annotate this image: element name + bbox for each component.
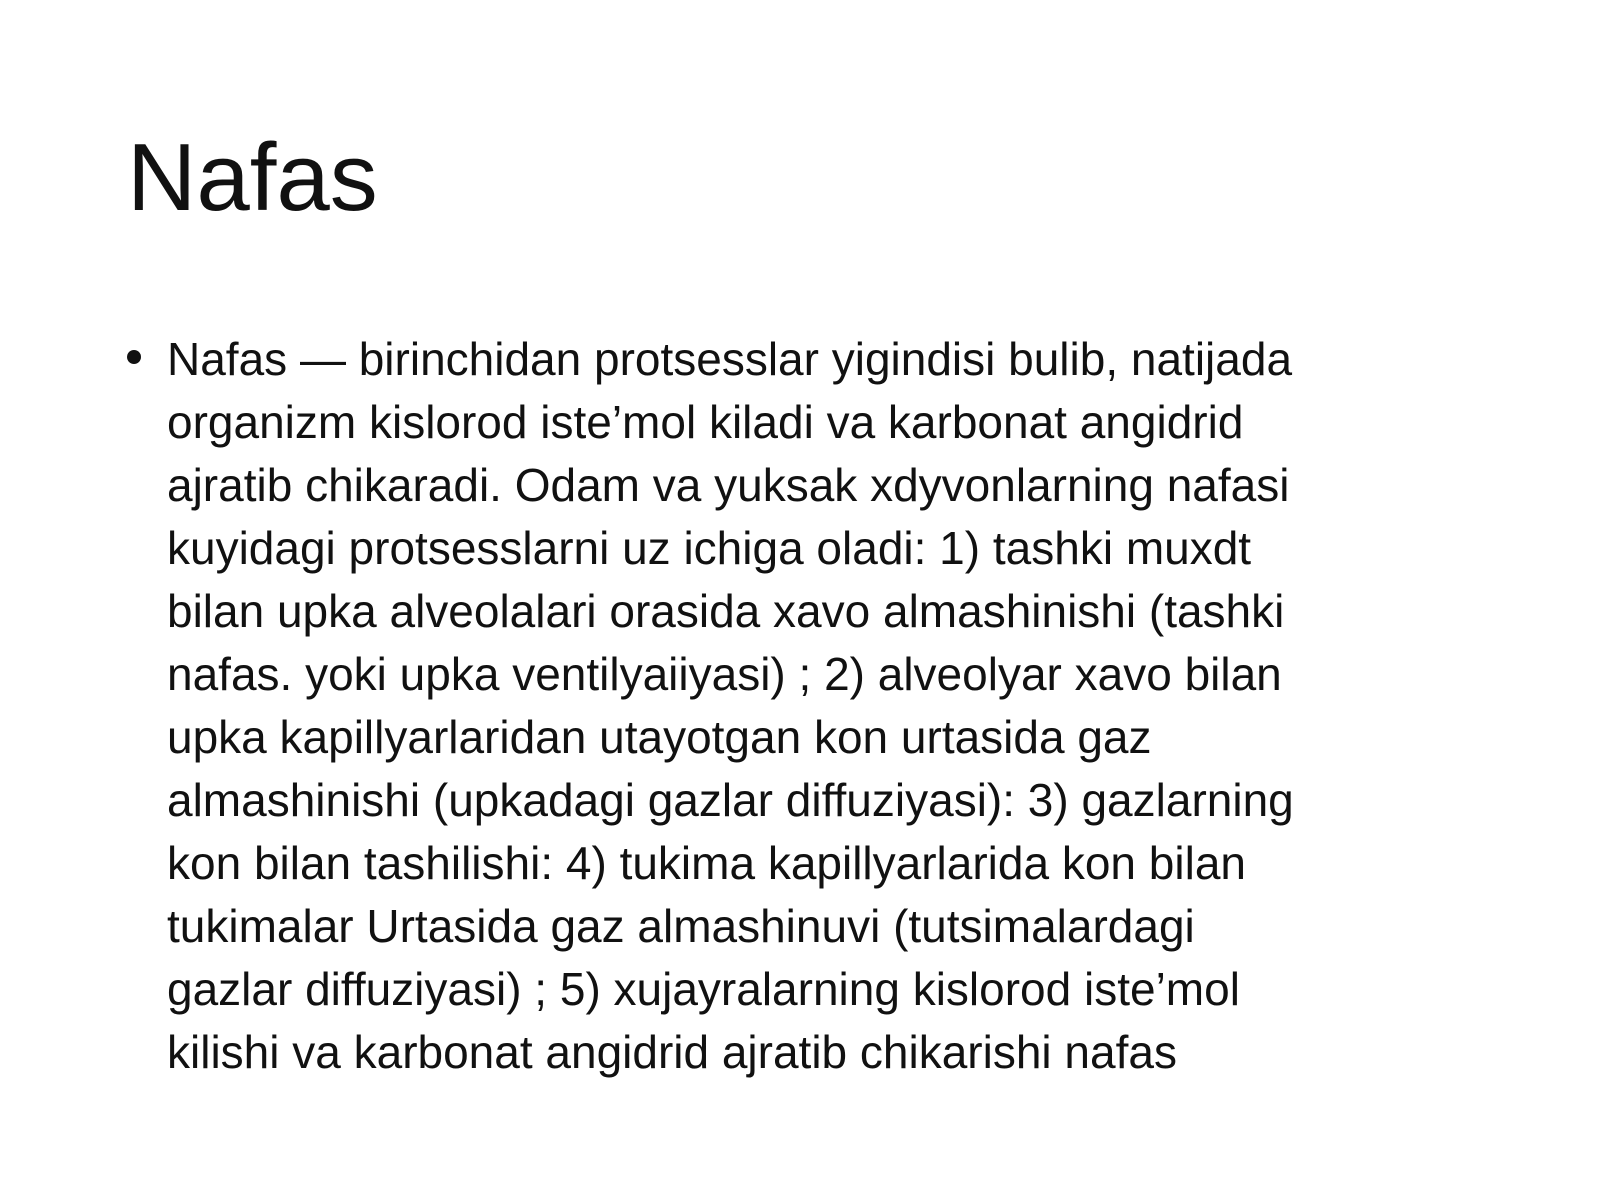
bullet-line: kon bilan tashilishi: 4) tukima kapillyarlarida kon bilan [167, 837, 1246, 889]
bullet-line: tukimalar Urtasida gaz almashinuvi (tutsimalardagi [167, 900, 1195, 952]
bullet-line: organizm kislorod iste’mol kiladi va karbonat angidrid [167, 396, 1244, 448]
bullet-item [127, 328, 1507, 1084]
bullet-line: kuyidagi protsesslarni uz ichiga oladi: 1) tashki muxdt [167, 522, 1252, 574]
bullet-text [167, 328, 1507, 1084]
slide-title: Nafas [127, 124, 378, 231]
bullet-list [127, 328, 1507, 1084]
bullet-line: bilan upka alveolalari orasida xavo almashinishi (tashki [167, 585, 1285, 637]
bullet-line: almashinishi (upkadagi gazlar diffuziyasi): 3) gazlarning [167, 774, 1294, 826]
bullet-line: ajratib chikaradi. Odam va yuksak xdyvonlarning nafasi [167, 459, 1290, 511]
bullet-dot-icon [127, 350, 141, 364]
bullet-line: kilishi va karbonat angidrid ajratib chikarishi nafas [167, 1026, 1177, 1078]
bullet-line: gazlar diffuziyasi) ; 5) xujayralarning kislorod iste’mol [167, 963, 1240, 1015]
bullet-line: Nafas — birinchidan protsesslar yigindisi bulib, natijada [167, 333, 1293, 385]
bullet-line: upka kapillyarlaridan utayotgan kon urtasida gaz [167, 711, 1152, 763]
bullet-line: nafas. yoki upka ventilyaiiyasi) ; 2) alveolyar xavo bilan [167, 648, 1282, 700]
